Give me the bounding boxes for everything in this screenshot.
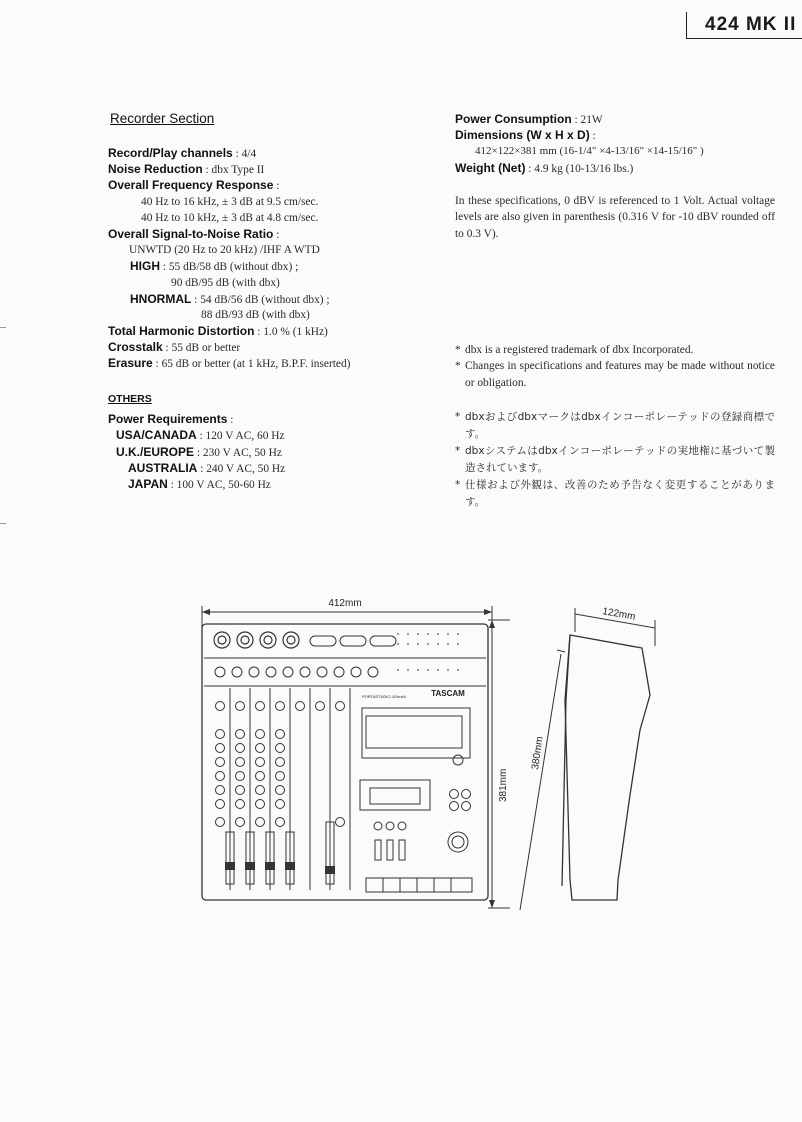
- model-print: PORTASTUDIO 424mkII: [362, 694, 406, 699]
- recorder-section-title: Recorder Section: [110, 111, 215, 126]
- spec-snr-line1: UNWTD (20 Hz to 20 kHz) /IHF A WTD: [129, 244, 320, 257]
- spec-freq-response: Overall Frequency Response :: [108, 178, 280, 193]
- others-title: OTHERS: [108, 393, 152, 405]
- depth-label: 381mm: [498, 768, 509, 802]
- diagonal-label: 380mm: [530, 735, 546, 771]
- spec-snr-high: HIGH : 55 dB/58 dB (without dbx) ;: [130, 259, 299, 274]
- spec-freq-line2: 40 Hz to 10 kHz, ± 3 dB at 4.8 cm/sec.: [141, 211, 319, 224]
- footnote-changes: * Changes in specifications and features may be made without notice or obligation.: [455, 360, 775, 389]
- spec-weight: Weight (Net) : 4.9 kg (10-13/16 lbs.): [455, 160, 634, 175]
- spec-crosstalk: Crosstalk : 55 dB or better: [108, 340, 241, 355]
- spec-power-uk: U.K./EUROPE : 230 V AC, 50 Hz: [116, 444, 282, 459]
- spec-snr-normal2: 88 dB/93 dB (with dbx): [201, 308, 310, 321]
- device-side-view: [562, 635, 650, 900]
- footnote-system-jp: * dbxシステムはdbxインコーポレーテッドの実地権に基づいて製造されています。: [455, 445, 775, 475]
- spec-erasure: Erasure : 65 dB or better (at 1 kHz, B.P.F. inserted): [108, 356, 351, 371]
- footnote-changes-jp: * 仕様および外観は、改善のため予告なく変更することがあります。: [455, 479, 775, 509]
- recorder-spec-list: [108, 145, 350, 372]
- others-spec-list: [108, 395, 285, 492]
- page-header-mark: [686, 12, 802, 39]
- model-title: 424 MK II: [705, 14, 797, 35]
- height-label: 122mm: [601, 606, 637, 623]
- spec-record-play: Record/Play channels : 4/4: [108, 146, 257, 160]
- right-spec-list: [455, 111, 704, 176]
- spec-noise-reduction: Noise Reduction : dbx Type II: [108, 162, 265, 177]
- width-label: 412mm: [328, 598, 362, 609]
- spec-thd: Total Harmonic Distortion : 1.0 % (1 kHz): [108, 324, 328, 339]
- footnote-trademark: * dbx is a registered trademark of dbx Incorporated.: [455, 344, 694, 356]
- footnotes: [455, 342, 775, 511]
- spec-power-consumption: Power Consumption : 21W: [455, 112, 603, 126]
- spec-power-req: Power Requirements :: [108, 412, 234, 427]
- brand-logo: TASCAM: [431, 689, 465, 698]
- spec-power-usa: USA/CANADA : 120 V AC, 60 Hz: [116, 428, 285, 443]
- spec-snr-normal: HNORMAL : 54 dB/56 dB (without dbx) ;: [130, 291, 330, 306]
- reference-note: In these specifications, 0 dBV is referenced to 1 Volt. Actual voltage levels are also given in parenthesis (0.316 V for -10 dBV rounded off to 0.3 V).: [455, 195, 775, 240]
- spec-freq-line1: 40 Hz to 16 kHz, ± 3 dB at 9.5 cm/sec.: [141, 195, 319, 208]
- margin-tick: [0, 523, 6, 524]
- spec-power-aus: AUSTRALIA : 240 V AC, 50 Hz: [128, 460, 286, 475]
- spec-dimensions: Dimensions (W x H x D) :: [455, 128, 596, 143]
- spec-dimensions-value: 412×122×381 mm (16-1/4" ×4-13/16" ×14-15/16" ): [475, 145, 704, 158]
- device-dimension-diagram: [190, 590, 670, 920]
- margin-tick: [0, 327, 6, 328]
- spec-snr: Overall Signal-to-Noise Ratio :: [108, 226, 280, 241]
- spec-snr-high2: 90 dB/95 dB (with dbx): [171, 276, 280, 289]
- footnote-trademark-jp: * dbxおよびdbxマークはdbxインコーポレーテッドの登録商標です。: [455, 411, 775, 441]
- spec-power-jp: JAPAN : 100 V AC, 50-60 Hz: [128, 476, 271, 491]
